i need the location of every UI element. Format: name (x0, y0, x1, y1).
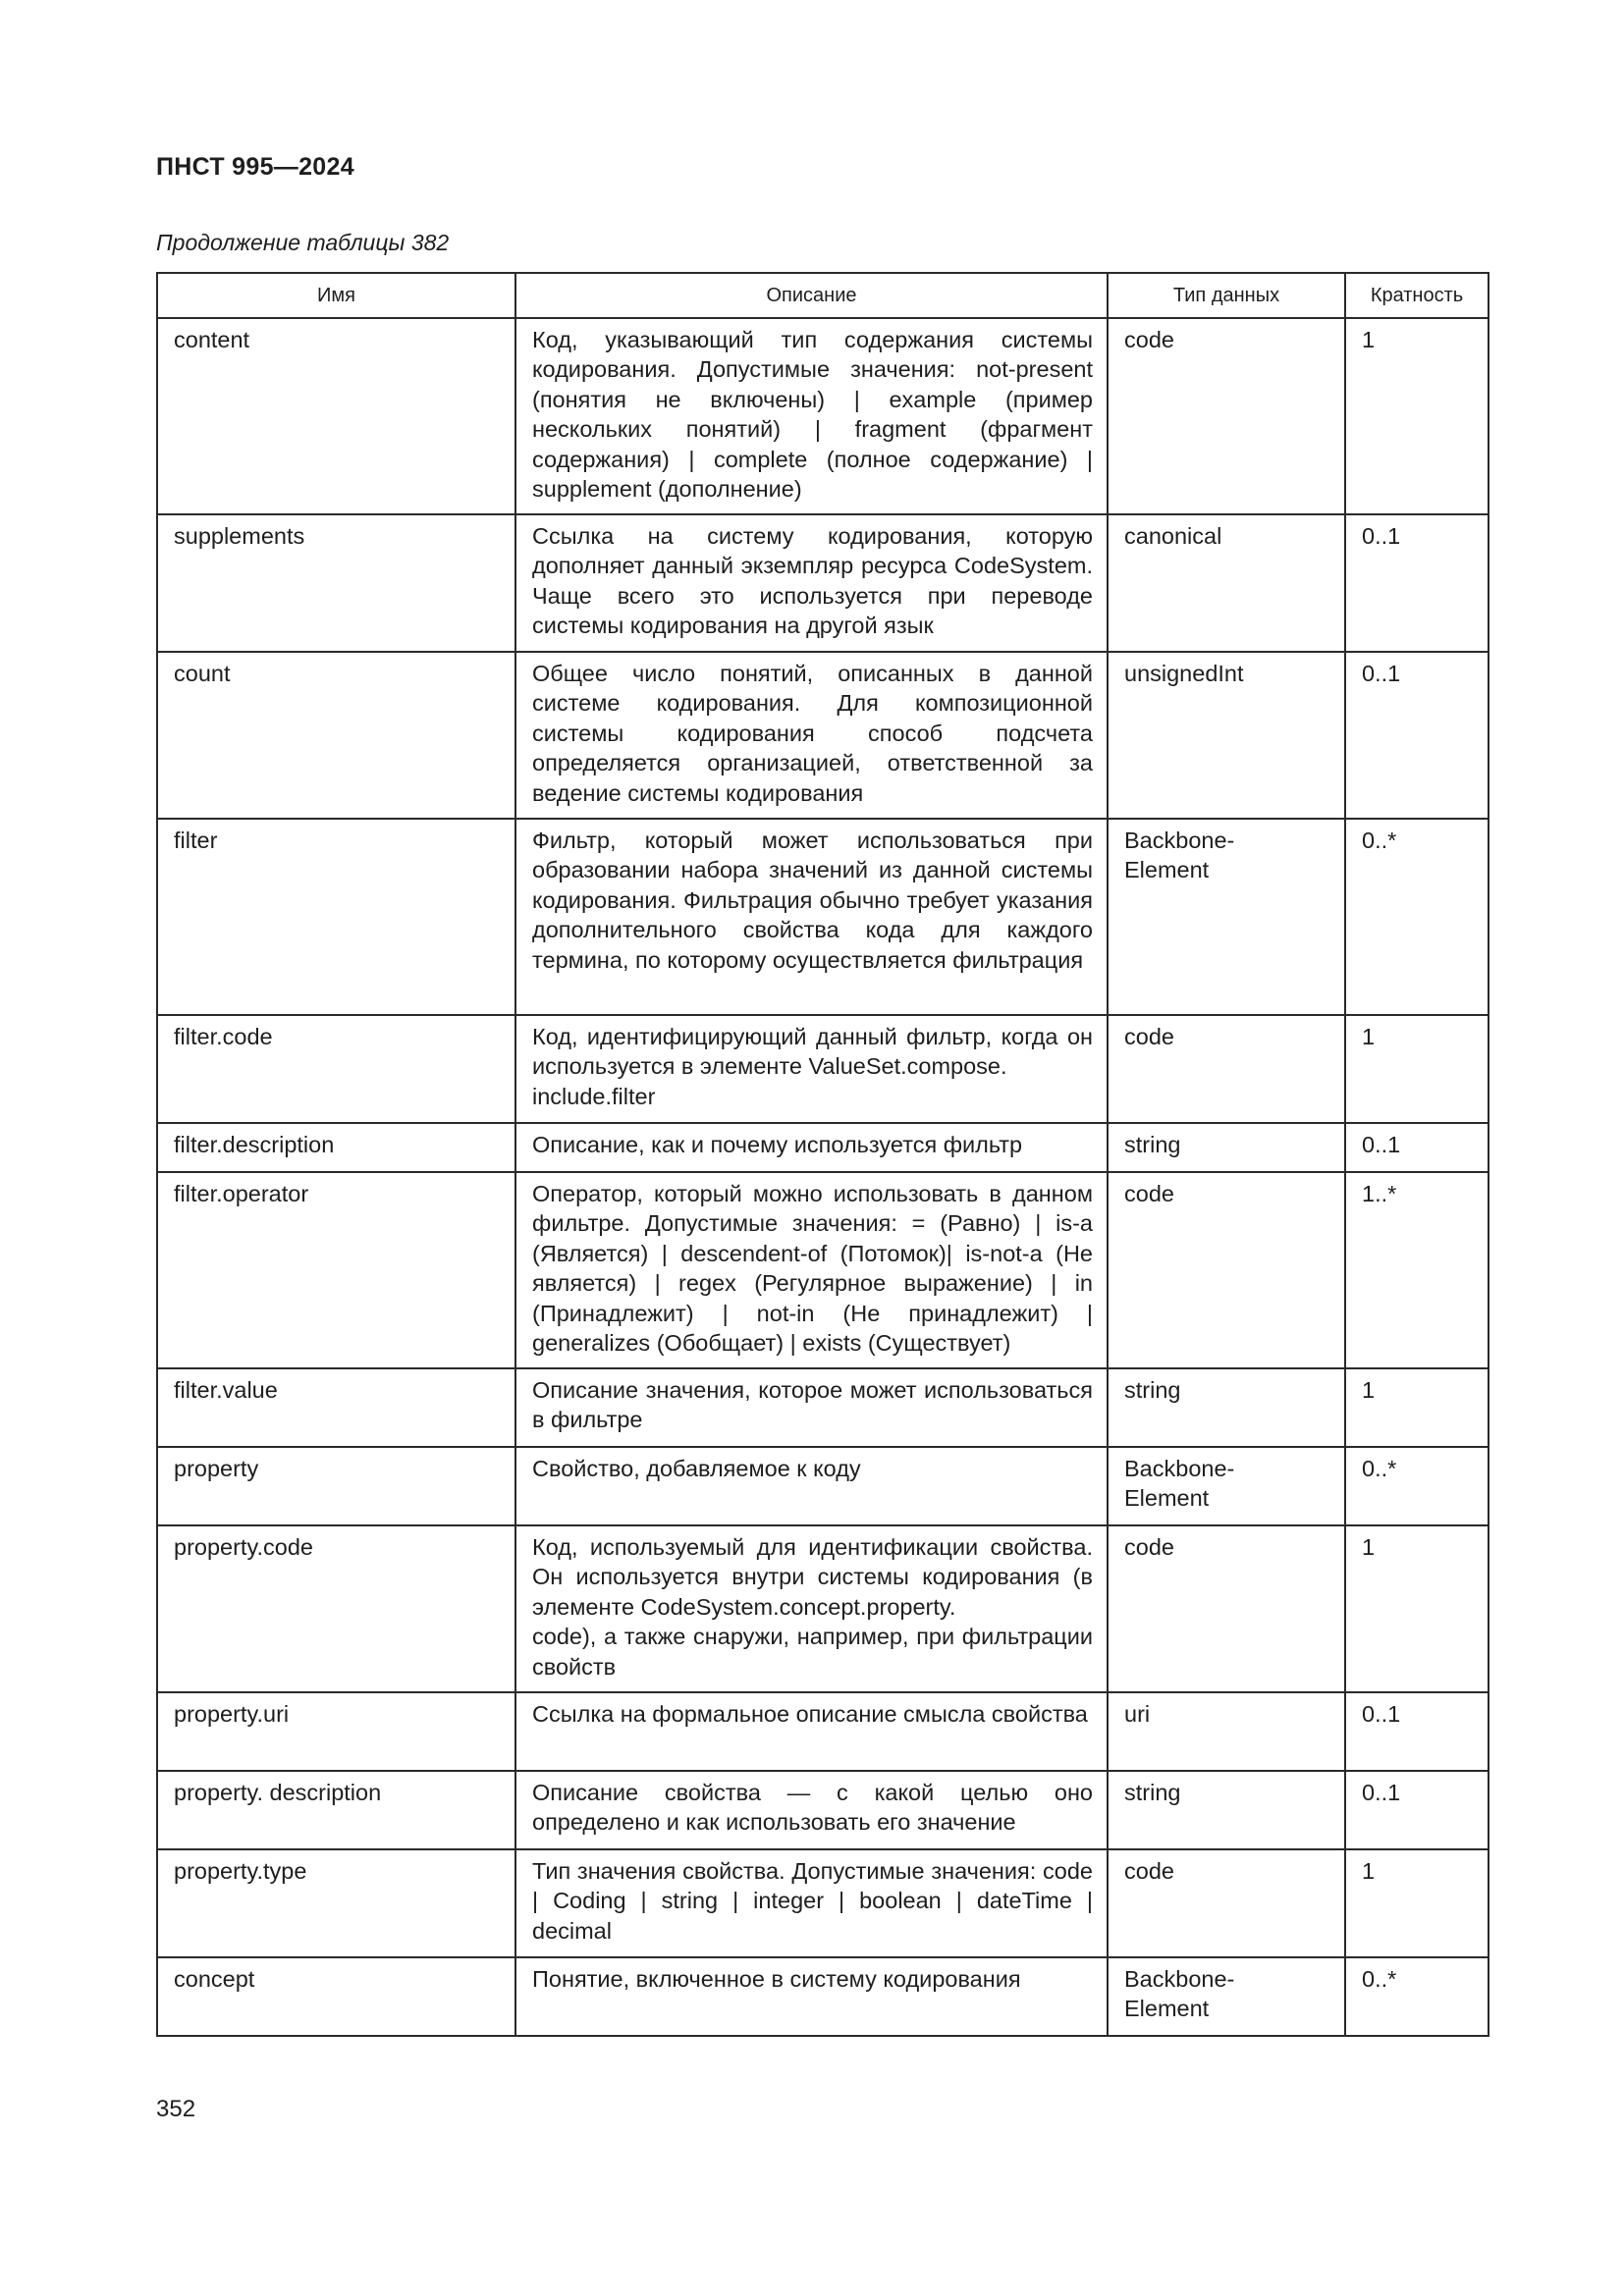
element-name-cell: content (157, 318, 515, 514)
element-multiplicity-cell: 1 (1345, 1525, 1489, 1692)
element-name-cell: concept (157, 1957, 515, 2036)
element-data-type-cell: string (1108, 1123, 1345, 1172)
element-description-cell: Описание свойства — с какой целью оно определено и как использовать его значение (515, 1771, 1108, 1849)
element-data-type-cell: unsignedInt (1108, 652, 1345, 819)
element-data-type-cell: Backbone- Element (1108, 819, 1345, 1015)
column-header-description: Описание (515, 273, 1108, 318)
element-description-cell: Описание, как и почему используется фильтр (515, 1123, 1108, 1172)
element-multiplicity-cell: 1..* (1345, 1172, 1489, 1368)
element-name-cell: filter.value (157, 1368, 515, 1447)
element-multiplicity-cell: 0..1 (1345, 1123, 1489, 1172)
element-name-cell: property.type (157, 1849, 515, 1957)
element-multiplicity-cell: 0..1 (1345, 652, 1489, 819)
element-description-cell: Свойство, добавляемое к коду (515, 1447, 1108, 1525)
element-name-cell: filter.code (157, 1015, 515, 1123)
element-name-cell: property.uri (157, 1692, 515, 1771)
element-multiplicity-cell: 1 (1345, 1368, 1489, 1447)
element-data-type-cell: Backbone- Element (1108, 1957, 1345, 2036)
element-multiplicity-cell: 0..* (1345, 819, 1489, 1015)
column-header-multiplicity: Кратность (1345, 273, 1489, 318)
table-row (157, 1368, 1489, 1447)
element-name-cell: count (157, 652, 515, 819)
element-data-type-cell: Backbone- Element (1108, 1447, 1345, 1525)
element-data-type-cell: string (1108, 1368, 1345, 1447)
element-description-cell: Ссылка на формальное описание смысла свойства (515, 1692, 1108, 1771)
element-data-type-cell: code (1108, 1849, 1345, 1957)
element-name-cell: filter.description (157, 1123, 515, 1172)
table-header-row (157, 273, 1489, 318)
element-description-cell: Ссылка на систему кодирования, которую дополняет данный экземпляр ресурса CodeSystem. Чаще всего это используется при переводе системы кодирования на другой язык (515, 514, 1108, 652)
element-description-cell: Общее число понятий, описанных в данной системе кодирования. Для композиционной системы кодирования способ подсчета определяется организацией, ответственной за ведение системы кодирования (515, 652, 1108, 819)
element-multiplicity-cell: 0..1 (1345, 514, 1489, 652)
element-data-type-cell: code (1108, 1015, 1345, 1123)
element-name-cell: property. description (157, 1771, 515, 1849)
specification-table (156, 272, 1489, 2037)
page-number: 352 (156, 2096, 196, 2122)
element-description-cell: Оператор, который можно использовать в данном фильтре. Допустимые значения: = (Равно) | is-a (Является) | descendent-of (Потомок)| is-not-a (Не является) | regex (Регулярное выражение) | in (Принадлежит) | not-in (Не принадлежит) | generalizes (Обобщает) | exists (Существует) (515, 1172, 1108, 1368)
element-multiplicity-cell: 0..* (1345, 1447, 1489, 1525)
element-name-cell: supplements (157, 514, 515, 652)
document-standard-header: ПНСТ 995—2024 (156, 153, 354, 181)
element-name-cell: filter (157, 819, 515, 1015)
element-description-cell: Понятие, включенное в систему кодирования (515, 1957, 1108, 2036)
column-header-name: Имя (157, 273, 515, 318)
element-description-cell: Код, указывающий тип содержания системы кодирования. Допустимые значения: not-present (понятия не включены) | example (пример нескольких понятий) | fragment (фрагмент содержания) | complete (полное содержание) | supplement (дополнение) (515, 318, 1108, 514)
element-data-type-cell: code (1108, 1172, 1345, 1368)
element-multiplicity-cell: 1 (1345, 318, 1489, 514)
element-multiplicity-cell: 0..* (1345, 1957, 1489, 2036)
table-row (157, 819, 1489, 1015)
element-description-cell: Описание значения, которое может использоваться в фильтре (515, 1368, 1108, 1447)
element-data-type-cell: string (1108, 1771, 1345, 1849)
table-row (157, 318, 1489, 514)
table-caption: Продолжение таблицы 382 (156, 230, 450, 255)
element-name-cell: filter.operator (157, 1172, 515, 1368)
element-data-type-cell: canonical (1108, 514, 1345, 652)
element-multiplicity-cell: 1 (1345, 1849, 1489, 1957)
element-multiplicity-cell: 0..1 (1345, 1692, 1489, 1771)
table-row (157, 514, 1489, 652)
element-name-cell: property.code (157, 1525, 515, 1692)
element-data-type-cell: code (1108, 318, 1345, 514)
table-row (157, 1957, 1489, 2036)
column-header-data-type: Тип данных (1108, 273, 1345, 318)
element-data-type-cell: uri (1108, 1692, 1345, 1771)
table-body (157, 318, 1489, 2036)
table-row (157, 1771, 1489, 1849)
table-row (157, 1447, 1489, 1525)
element-data-type-cell: code (1108, 1525, 1345, 1692)
table-row (157, 1692, 1489, 1771)
table-row (157, 1172, 1489, 1368)
element-description-cell: Код, идентифицирующий данный фильтр, когда он используется в элементе ValueSet.compose. include.filter (515, 1015, 1108, 1123)
element-multiplicity-cell: 0..1 (1345, 1771, 1489, 1849)
table-row (157, 652, 1489, 819)
table-row (157, 1849, 1489, 1957)
table-row (157, 1015, 1489, 1123)
table-row (157, 1525, 1489, 1692)
element-description-cell: Тип значения свойства. Допустимые значения: code | Coding | string | integer | boolean | dateTime | decimal (515, 1849, 1108, 1957)
element-name-cell: property (157, 1447, 515, 1525)
table-row (157, 1123, 1489, 1172)
element-description-cell: Код, используемый для идентификации свойства. Он используется внутри системы кодирования (в элементе CodeSystem.concept.property. code), а также снаружи, например, при фильтрации свойств (515, 1525, 1108, 1692)
element-multiplicity-cell: 1 (1345, 1015, 1489, 1123)
element-description-cell: Фильтр, который может использоваться при образовании набора значений из данной системы кодирования. Фильтрация обычно требует указания дополнительного свойства кода для каждого термина, по которому осуществляется фильтрация (515, 819, 1108, 1015)
